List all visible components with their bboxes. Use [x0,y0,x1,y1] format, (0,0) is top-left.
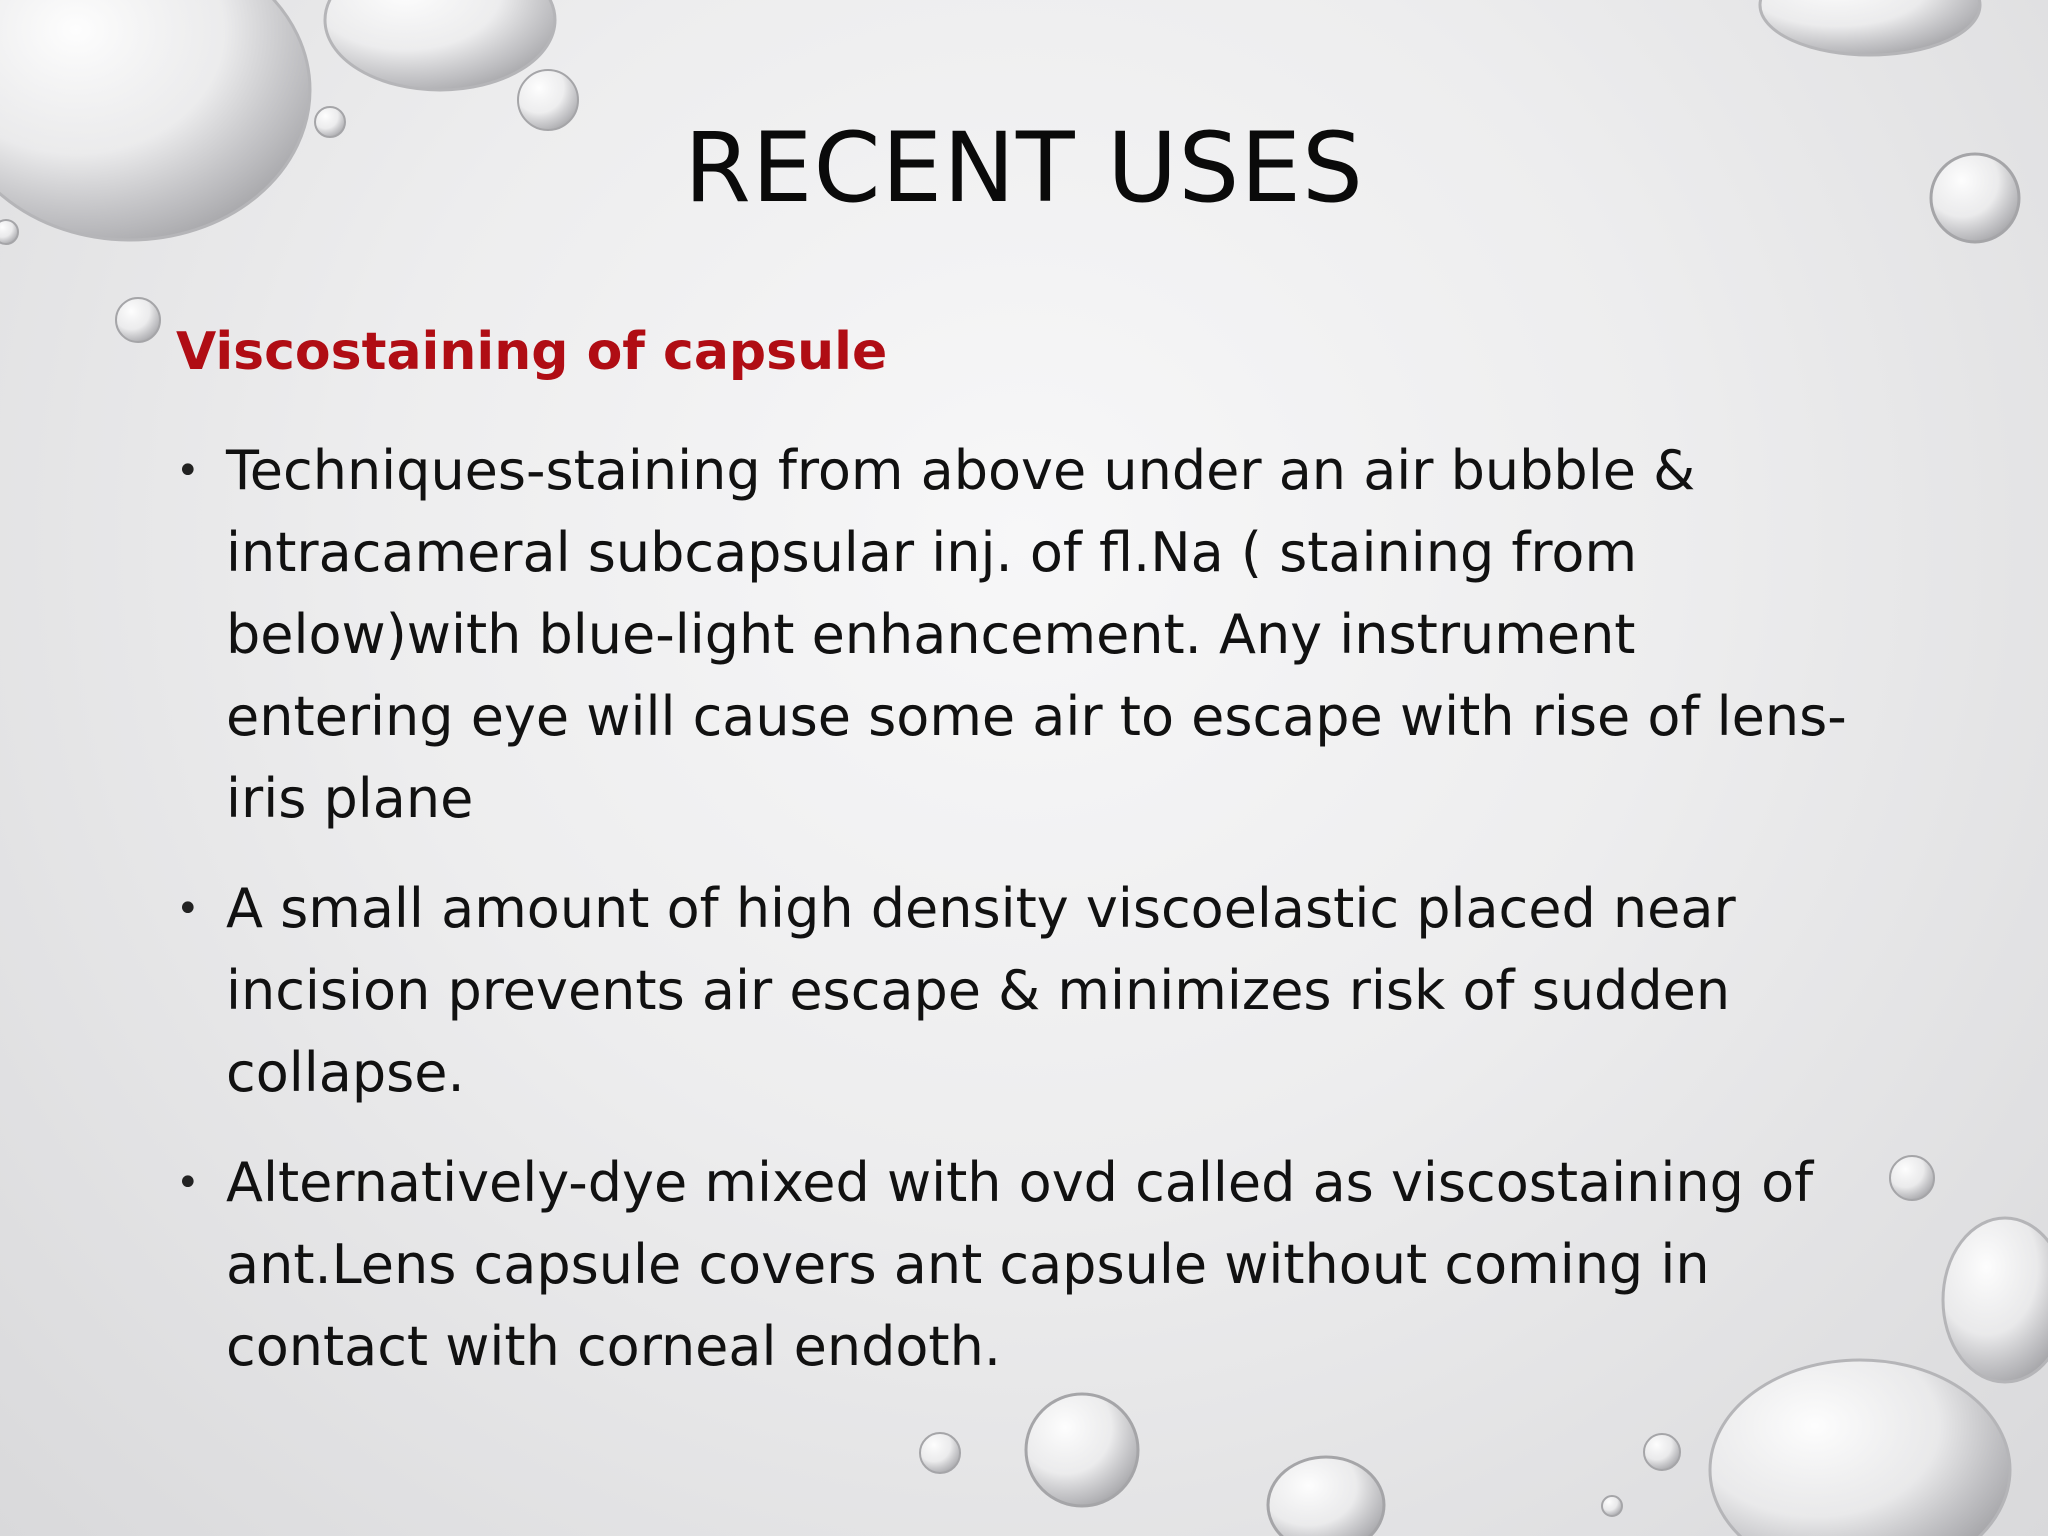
bullet-list [176,430,1876,1416]
droplet [325,0,555,90]
bullet-item [176,868,1876,1114]
droplet [920,1433,960,1473]
bullet-item [176,1142,1876,1388]
droplet [1602,1496,1622,1516]
bullet-icon: • [176,448,200,494]
bullet-text: Alternatively-dye mixed with ovd called as viscostaining of ant.Lens capsule covers ant capsule without coming in contact with corneal endoth. [226,1151,1814,1378]
droplet [1943,1218,2048,1382]
bullet-item [176,430,1876,840]
droplet [1644,1434,1680,1470]
bullet-icon: • [176,1160,200,1206]
slide-title: RECENT USES [684,112,1364,224]
droplet [1890,1156,1934,1200]
bullet-text: Techniques-staining from above under an air bubble & intracameral subcapsular inj. of fl.Na ( staining from below)with blue-light enhancement. Any instrument entering eye will cause some air to escape with rise of lens-iris plane [226,439,1847,830]
droplet [1760,0,1980,55]
bullet-icon: • [176,886,200,932]
droplet [116,298,160,342]
slide-subtitle: Viscostaining of capsule [176,322,888,382]
bullet-text: A small amount of high density viscoelastic placed near incision prevents air escape & minimizes risk of sudden collapse. [226,877,1736,1104]
droplet [1268,1457,1384,1536]
